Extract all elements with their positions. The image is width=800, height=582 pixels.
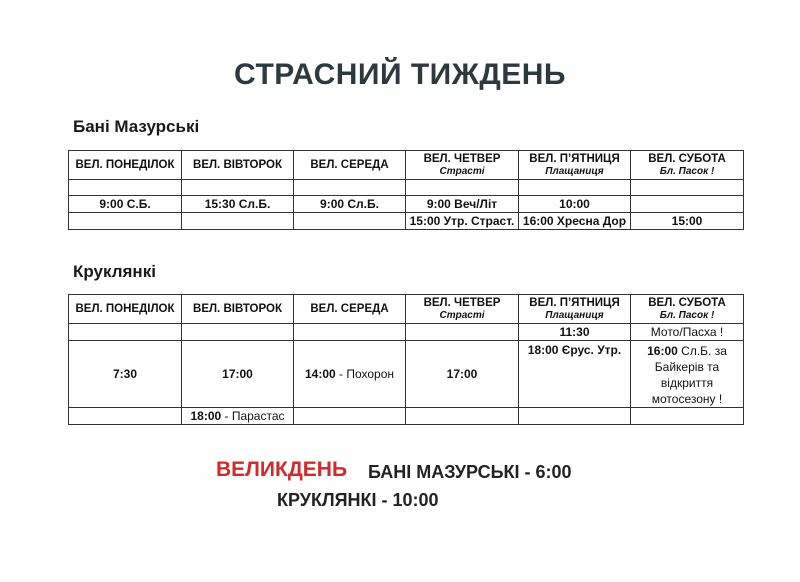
section-title-bani-mazurski: Бані Мазурські: [73, 117, 200, 136]
header-thursday: ВЕЛ. ЧЕТВЕР Страсті: [406, 295, 519, 324]
header-wednesday: ВЕЛ. СЕРЕДА: [294, 295, 406, 324]
header-wednesday: ВЕЛ. СЕРЕДА: [294, 151, 406, 180]
table-cell: [182, 180, 294, 196]
table-row: [69, 213, 744, 230]
cell-time: 14:00: [304, 367, 336, 381]
section-title-kruklyanki: Круклянкі: [73, 262, 156, 281]
table-cell: [182, 213, 294, 230]
header-saturday: ВЕЛ. СУБОТА Бл. Пасок !: [631, 295, 744, 324]
table-cell: 15:30 Сл.Б.: [182, 196, 294, 213]
easter-label: ВЕЛИКДЕНЬ: [216, 458, 348, 481]
cell-time: 16:00: [647, 344, 678, 358]
table-row: [69, 408, 744, 425]
table-cell: 18:00 Єрус. Утр.: [519, 341, 631, 408]
table-cell: 9:00 С.Б.: [69, 196, 182, 213]
header-monday: ВЕЛ. ПОНЕДІЛОК: [69, 151, 182, 180]
header-tuesday: ВЕЛ. ВІВТОРОК: [182, 295, 294, 324]
table-cell: [406, 408, 519, 425]
table-cell: [69, 180, 182, 196]
cell-time: 18:00: [190, 409, 222, 423]
table-row: [69, 341, 744, 408]
table-cell: 10:00: [519, 196, 631, 213]
table-cell: 9:00 Сл.Б.: [294, 196, 406, 213]
table-cell: [406, 324, 519, 341]
header-monday: ВЕЛ. ПОНЕДІЛОК: [69, 295, 182, 324]
table-cell: [69, 213, 182, 230]
table-cell: [69, 408, 182, 425]
header-friday: ВЕЛ. П’ЯТНИЦЯ Плащаниця: [519, 295, 631, 324]
table-cell: 11:30: [519, 324, 631, 341]
header-tuesday: ВЕЛ. ВІВТОРОК: [182, 151, 294, 180]
table-header-row: [69, 151, 744, 180]
schedule-table-kruklyanki: [68, 294, 744, 425]
table-cell: [182, 408, 294, 425]
cell-text: - Парастас: [221, 409, 285, 423]
table-cell: 15:00: [631, 213, 744, 230]
table-cell: 9:00 Веч/Літ: [406, 196, 519, 213]
table-cell: [294, 180, 406, 196]
header-saturday: ВЕЛ. СУБОТА Бл. Пасок !: [631, 151, 744, 180]
table-cell: [631, 180, 744, 196]
table-cell: [182, 324, 294, 341]
header-thursday: ВЕЛ. ЧЕТВЕР Страсті: [406, 151, 519, 180]
easter-bani-mazurski-time: БАНІ МАЗУРСЬКІ - 6:00: [368, 462, 572, 482]
table-cell: 17:00: [182, 341, 294, 408]
table-cell: 16:00 Хресна Дор: [519, 213, 631, 230]
table-cell: 17:00: [406, 341, 519, 408]
table-cell: [294, 213, 406, 230]
table-cell: [294, 408, 406, 425]
table-cell: [294, 341, 406, 408]
table-header-row: [69, 295, 744, 324]
easter-kruklyanki-time: КРУКЛЯНКІ - 10:00: [277, 490, 439, 510]
table-cell: [631, 341, 744, 408]
table-row: [69, 324, 744, 341]
cell-text: - Похорон: [335, 367, 395, 381]
schedule-table-bani-mazurski: [68, 150, 744, 230]
page-title: СТРАСНИЙ ТИЖДЕНЬ: [234, 58, 566, 91]
table-cell: [406, 180, 519, 196]
table-cell: [631, 196, 744, 213]
table-row: [69, 196, 744, 213]
table-cell: [519, 180, 631, 196]
table-cell: [294, 324, 406, 341]
table-row: [69, 180, 744, 196]
table-cell: 15:00 Утр. Страст.: [406, 213, 519, 230]
table-cell: Мото/Пасха !: [631, 324, 744, 341]
table-cell: [631, 408, 744, 425]
cell-text: Сл.Б. за Байкерів та відкриття мотосезону !: [651, 344, 727, 406]
table-cell: 7:30: [69, 341, 182, 408]
table-cell: [519, 408, 631, 425]
header-friday: ВЕЛ. П’ЯТНИЦЯ Плащаниця: [519, 151, 631, 180]
table-cell: [69, 324, 182, 341]
